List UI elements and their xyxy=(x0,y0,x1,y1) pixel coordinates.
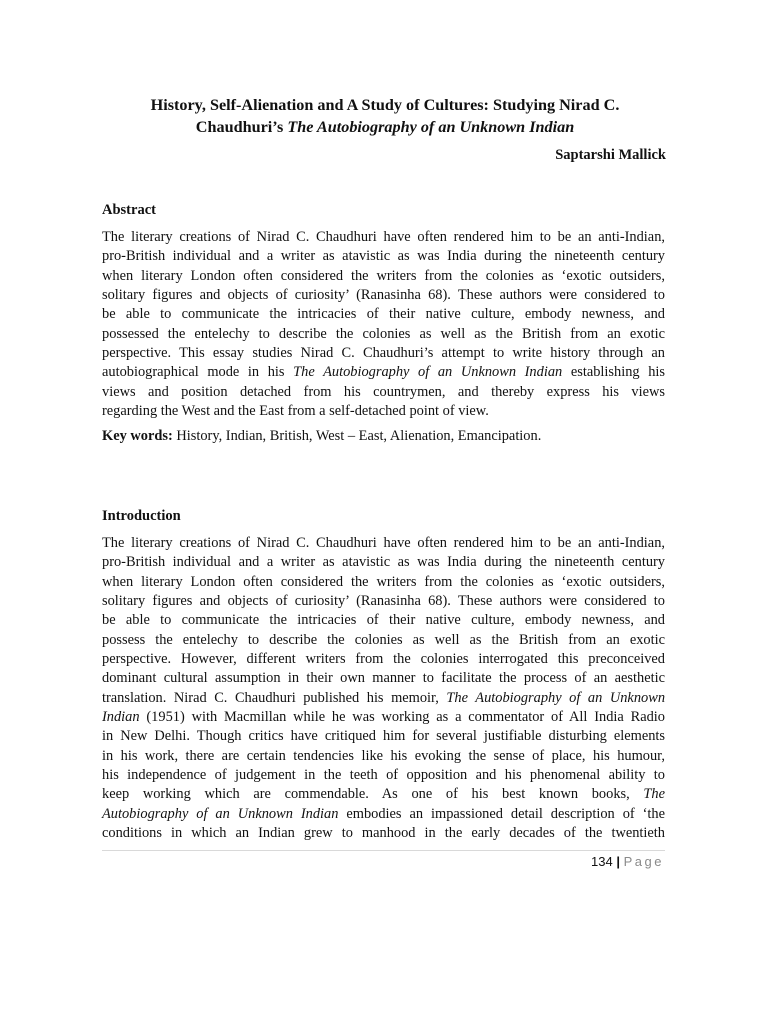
title-line-2: Chaudhuri’s The Autobiography of an Unknown Indian xyxy=(195,118,575,136)
intro-line: perspective. However, different writers from the colonies interrogated this preconceived xyxy=(102,651,665,668)
abstract-line: The literary creations of Nirad C. Chaudhuri have often rendered him to be an anti-Indian, xyxy=(102,229,665,245)
abstract-line: solitary figures and objects of curiosity’ (Ranasinha 68). These authors were considered to xyxy=(102,287,665,304)
abstract-line: pro-British individual and a writer as atavistic as was India during the nineteenth century xyxy=(102,248,665,265)
abstract-line: autobiographical mode in his The Autobiography of an Unknown Indian establishing his xyxy=(102,364,665,381)
intro-line: possess the entelechy to describe the colonies as well as the British from an exotic xyxy=(102,631,665,648)
intro-line: Autobiography of an Unknown Indian embodies an impassioned detail description of ‘the xyxy=(102,805,665,822)
author-name: Saptarshi Mallick xyxy=(555,147,666,163)
page-number: 134 xyxy=(591,854,613,869)
footer-divider xyxy=(102,850,665,851)
abstract-heading: Abstract xyxy=(102,202,156,218)
title-line-1: History, Self-Alienation and A Study of Cultures: Studying Nirad C. xyxy=(150,96,620,114)
intro-line: in New Delhi. Though critics have critiqued him for several justifiable disturbing elements xyxy=(102,728,665,745)
intro-line: when literary London often considered the writers from the colonies as ‘exotic outsiders, xyxy=(102,573,665,590)
intro-line: solitary figures and objects of curiosity’ (Ranasinha 68). These authors were considered to xyxy=(102,593,665,610)
intro-line: in his work, there are certain tendencies like his evoking the sense of place, his humour, xyxy=(102,747,665,764)
abstract-line: perspective. This essay studies Nirad C. Chaudhuri’s attempt to write history through an xyxy=(102,345,665,362)
abstract-line: when literary London often considered the writers from the colonies as ‘exotic outsiders, xyxy=(102,267,665,284)
intro-line: keep working which are commendable. As one of his best known books, The xyxy=(102,786,665,803)
abstract-line: regarding the West and the East from a self-detached point of view. xyxy=(102,403,489,420)
page-label: Page xyxy=(623,854,664,869)
keywords-text: History, Indian, British, West – East, Alienation, Emancipation. xyxy=(172,428,542,444)
intro-line: Indian (1951) with Macmillan while he was working as a commentator of All India Radio xyxy=(102,709,665,726)
intro-line: dominant cultural assumption in their own manner to facilitate the process of an aesthetic xyxy=(102,670,665,687)
intro-line: The literary creations of Nirad C. Chaudhuri have often rendered him to be an anti-Indian, xyxy=(102,535,665,551)
introduction-paragraph xyxy=(102,534,665,844)
abstract-line: possessed the entelechy to describe the colonies as well as the British from an exotic xyxy=(102,325,665,342)
intro-line: translation. Nirad C. Chaudhuri published his memoir, The Autobiography of an Unknown xyxy=(102,689,666,706)
page-footer xyxy=(591,854,664,869)
intro-line: conditions in which an Indian grew to manhood in the early decades of the twentieth xyxy=(102,825,665,842)
keywords-label: Key words: xyxy=(102,428,173,444)
abstract-line: be able to communicate the intricacies of their native culture, embody newness, and xyxy=(102,306,665,323)
intro-line: his independence of judgement in the teeth of opposition and his phenomenal ability to xyxy=(102,767,665,784)
intro-line: be able to communicate the intricacies of their native culture, embody newness, and xyxy=(102,612,665,629)
abstract-paragraph xyxy=(102,228,665,421)
keywords xyxy=(102,428,541,445)
abstract-line: views and position detached from his countrymen, and thereby express his views xyxy=(102,383,665,400)
intro-line: pro-British individual and a writer as atavistic as was India during the nineteenth century xyxy=(102,554,665,571)
introduction-heading: Introduction xyxy=(102,508,181,524)
book-title: The Autobiography of an Unknown Indian xyxy=(287,118,575,136)
footer-separator: | xyxy=(616,854,620,869)
paper-title xyxy=(80,94,690,138)
